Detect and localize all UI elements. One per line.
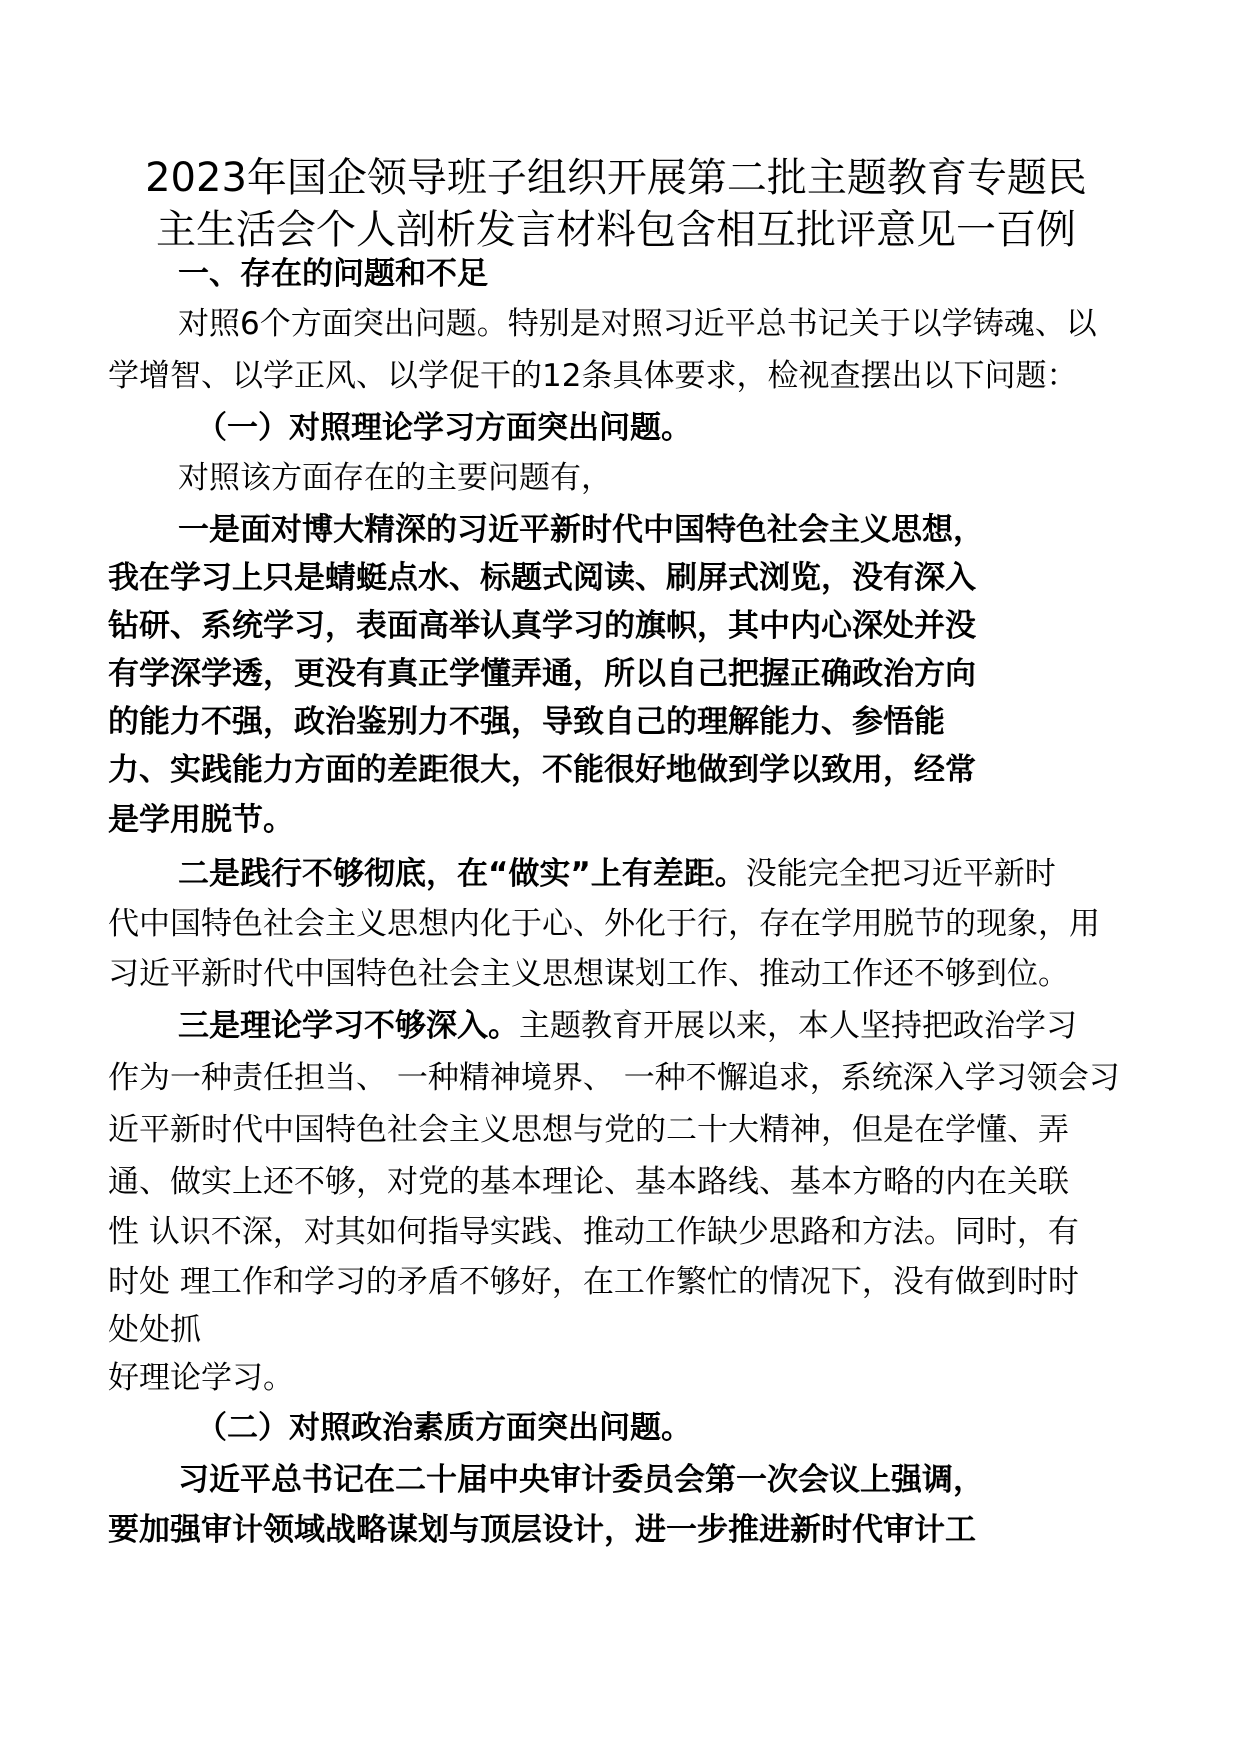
point3-line-3: 近平新时代中国特色社会主义思想与党的二十大精神，但是在学懂、弄	[108, 1112, 1069, 1148]
point2-line-3: 习近平新时代中国特色社会主义思想谋划工作、推动工作还不够到位。	[108, 956, 1069, 992]
point3-line-7: 处处抓	[108, 1312, 201, 1348]
point3-line-8: 好理论学习。	[108, 1360, 294, 1396]
point3-line-1-rest: 主题教育开展以来，本人坚持把政治学习	[519, 1008, 1077, 1044]
point1-line-4: 有学深学透，更没有真正学懂弄通，所以自己把握正确政治方向	[108, 656, 976, 692]
point3-line-6: 时处 理工作和学习的矛盾不够好，在工作繁忙的情况下，没有做到时时	[108, 1264, 1079, 1300]
document-title-line-2: 主生活会个人剖析发言材料包含相互批评意见一百例	[156, 207, 1076, 253]
point3-line-4: 通、做实上还不够，对党的基本理论、基本路线、基本方略的内在关联	[108, 1164, 1069, 1200]
subsection2-line-1: 习近平总书记在二十届中央审计委员会第一次会议上强调，	[178, 1462, 984, 1498]
point2-line-1	[178, 854, 1056, 894]
point1-line-7: 是学用脱节。	[108, 802, 294, 838]
point1-line-1: 一是面对博大精深的习近平新时代中国特色社会主义思想，	[178, 512, 984, 548]
section-heading: 一、存在的问题和不足	[178, 256, 488, 292]
subsection2-line-2: 要加强审计领域战略谋划与顶层设计，进一步推进新时代审计工	[108, 1512, 976, 1548]
point1-line-2: 我在学习上只是蜻蜓点水、标题式阅读、刷屏式浏览，没有深入	[108, 560, 976, 596]
point1-line-3: 钻研、系统学习，表面高举认真学习的旗帜，其中内心深处并没	[108, 608, 976, 644]
point3-line-5: 性 认识不深，对其如何指导实践、推动工作缺少思路和方法。同时，有	[108, 1214, 1079, 1250]
point2-line-1-rest: 没能完全把习近平新时	[745, 856, 1056, 892]
document-title-line-1: 2023年国企领导班子组织开展第二批主题教育专题民	[145, 155, 1087, 201]
point3-line-1	[178, 1006, 1077, 1046]
point1-line-6: 力、实践能力方面的差距很大，不能很好地做到学以致用，经常	[108, 752, 976, 788]
subsection-lead: 对照该方面存在的主要问题有，	[178, 460, 612, 496]
point3-lead: 三是理论学习不够深入。	[178, 1008, 519, 1044]
subsection-heading-2: （二）对照政治素质方面突出问题。	[196, 1410, 692, 1446]
intro-line-1: 对照6个方面突出问题。特别是对照习近平总书记关于以学铸魂、以	[178, 306, 1097, 342]
point2-line-2: 代中国特色社会主义思想内化于心、外化于行，存在学用脱节的现象，用	[108, 906, 1100, 942]
intro-line-2: 学增智、以学正风、以学促干的12条具体要求，检视查摆出以下问题：	[108, 358, 1078, 394]
point2-lead: 二是践行不够彻底，在“做实”上有差距。	[178, 856, 746, 892]
point1-line-5: 的能力不强，政治鉴别力不强，导致自己的理解能力、参悟能	[108, 704, 945, 740]
point3-line-2: 作为一种责任担当、 一种精神境界、 一种不懈追求，系统深入学习领会习	[108, 1060, 1120, 1096]
subsection-heading-1: （一）对照理论学习方面突出问题。	[196, 410, 692, 446]
